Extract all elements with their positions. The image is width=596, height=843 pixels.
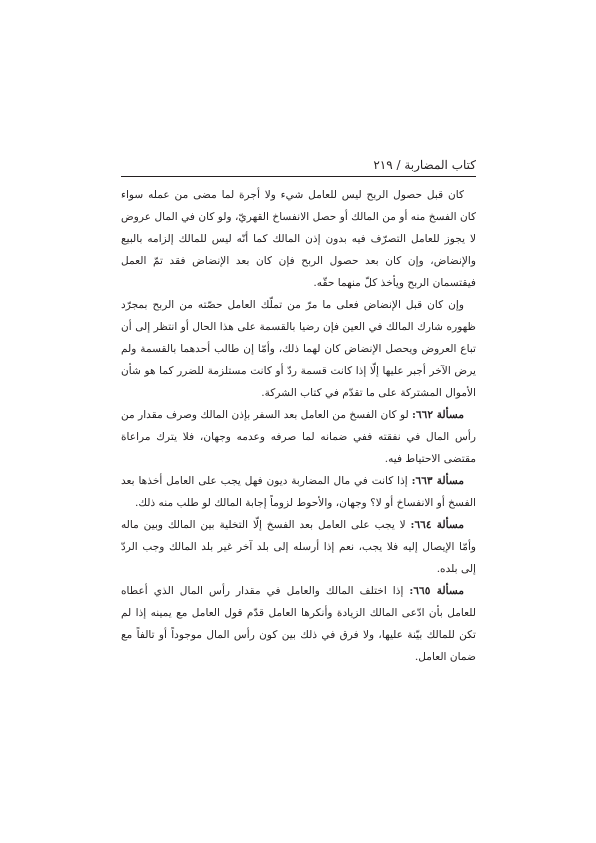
issue-664-label: مسألة ٦٦٤: bbox=[410, 519, 464, 531]
issue-665 bbox=[121, 580, 476, 668]
main-text bbox=[121, 184, 476, 668]
issue-662-label: مسألة ٦٦٢: bbox=[412, 409, 464, 421]
issue-665-label: مسألة ٦٦٥: bbox=[409, 585, 464, 597]
issue-662-text: لو كان الفسخ من العامل بعد السفر بإذن المالك وصرف مقدار من رأس المال في نفقته ففي ضمانه لما صرفه وعدمه وجهان، فلا يترك مراعاة مقتضى الاحتياط فيه. bbox=[120, 409, 476, 465]
issue-665-text: إذا اختلف المالك والعامل في مقدار رأس المال الذي أعطاه للعامل بأن ادّعى المالك الزيادة وأنكرها العامل قدّم قول العامل مع يمينه إذا لم تكن للمالك بيّنة عليها، ولا فرق في ذلك بين كون رأس المال موجوداً أو تالفاً مع ضمان العامل. bbox=[121, 585, 476, 663]
issue-663-label: مسألة ٦٦٣: bbox=[411, 475, 465, 487]
paragraph-profit-division: وإن كان قبل الإنضاض فعلى ما مرّ من تملّك العامل حصّته من الربح بمجرّد ظهوره شارك المالك في العين فإن رضيا بالقسمة على هذا الحال أو انتظر إلى أن تباع العروض ويحصل الإنضاض كان لهما ذلك، وأمّا إن طالب أحدهما بالقسمة ولم يرض الآخر أجبر عليها إلّا إذا كانت قسمة ردّ أو كانت مستلزمة للضرر كما هو شأن الأموال المشتركة على ما تقدّم في كتاب الشركة. bbox=[121, 299, 476, 399]
issue-664 bbox=[121, 514, 476, 580]
issue-663-text: إذا كانت في مال المضاربة ديون فهل يجب على العامل أخذها بعد الفسخ أو الانفساخ أو لا؟ وجهان، والأحوط لزوماً إجابة المالك لو طلب منه ذلك. bbox=[121, 475, 476, 509]
issue-664-text: لا يجب على العامل بعد الفسخ إلّا التخلية بين المالك وبين ماله وأمّا الإيصال إليه فلا يجب، نعم إذا أرسله إلى بلد آخر غير بلد المالك وجب الردّ إلى بلده. bbox=[121, 519, 476, 575]
paragraph-continuation: كان قبل حصول الربح ليس للعامل شيء ولا أجرة لما مضى من عمله سواء كان الفسخ منه أو من المالك أو حصل الانفساخ القهريّ، ولو كان في المال عروض لا يجوز للعامل التصرّف فيه بدون إذن المالك كما أنّه ليس للمالك إلزامه بالبيع والإنضاض، وإن كان بعد حصول الربح فإن كان بعد الإنضاض فقد تمّ العمل فيقتسمان الربح ويأخذ كلّ منهما حقّه. bbox=[121, 189, 476, 289]
header-rule bbox=[121, 176, 476, 177]
issue-663 bbox=[121, 470, 476, 514]
issue-662 bbox=[121, 404, 476, 470]
running-header: كتاب المضاربة / ٢١٩ bbox=[373, 158, 476, 172]
